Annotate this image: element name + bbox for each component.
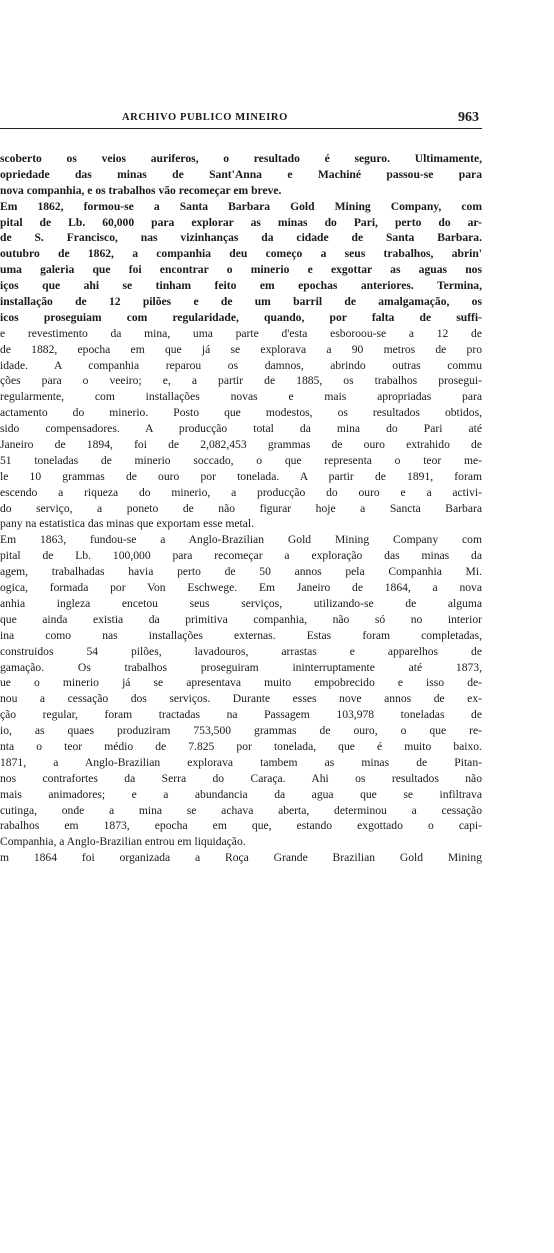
text-line: rabalhos em 1873, epocha em que, estando exgottado o capi-: [0, 819, 482, 833]
text-line: nou a cessação dos serviços. Durante esses nove annos de ex-: [0, 692, 482, 706]
text-line: m 1864 foi organizada a Roça Grande Brazilian Gold Mining: [0, 851, 482, 865]
text-line: Janeiro de 1894, foi de 2,082,453 grammas de ouro extrahido de: [0, 438, 482, 452]
running-head: ARCHIVO PUBLICO MINEIRO: [122, 112, 288, 123]
text-line: nos contrafortes da Serra do Caraça. Ahi os resultados não: [0, 771, 482, 785]
text-line: regularmente, com installações novas e mais apropriadas para: [0, 390, 482, 404]
text-line: ções para o veeiro; e, a partir de 1885, os trabalhos prosegui-: [0, 374, 482, 388]
text-line: mais animadores; e a abundancia da agua que se infiltrava: [0, 787, 482, 801]
text-line: nova companhia, e os trabalhos vão recomeçar em breve.: [0, 183, 282, 197]
text-line: do serviço, a poneto de não figurar hoje a Sancta Barbara: [0, 501, 482, 515]
text-line: icos proseguiam com regularidade, quando, por falta de suffi-: [0, 310, 482, 324]
text-line: que ainda existia da primitiva companhia, não só no interior: [0, 612, 482, 626]
text-line: actamento do minerio. Posto que modestos, os resultados obtidos,: [0, 406, 482, 420]
text-line: e revestimento da mina, uma parte d'esta esboroou-se a 12 de: [0, 326, 482, 340]
text-line: cutinga, onde a mina se achava aberta, determinou a cessação: [0, 803, 482, 817]
text-line: ogica, formada por Von Eschwege. Em Janeiro de 1864, a nova: [0, 581, 482, 595]
header-rule: [0, 128, 482, 129]
text-line: ina como nas installações externas. Estas foram completadas,: [0, 628, 482, 642]
text-line: de 1882, epocha em que já se explorava a 90 metros de pro: [0, 342, 482, 356]
text-line: pital de Lb. 60,000 para explorar as minas do Pari, perto do ar-: [0, 215, 482, 229]
body-text: [0, 151, 482, 866]
page-number: 963: [458, 110, 479, 125]
text-line: ção regular, foram tractadas na Passagem 103,978 toneladas de: [0, 708, 482, 722]
text-line: pany na estatistica das minas que exportam esse metal.: [0, 517, 255, 531]
text-line: idade. A companhia reparou os damnos, abrindo outras commu: [0, 358, 482, 372]
text-line: 1871, a Anglo-Brazilian explorava tambem as minas de Pitan-: [0, 755, 482, 769]
text-line: iços que ahi se tinham feito em epochas anteriores. Termina,: [0, 279, 482, 293]
text-line: escendo a riqueza do minerio, a producção do ouro e a activi-: [0, 485, 482, 499]
text-line: nta o teor médio de 7.825 por tonelada, que é muito baixo.: [0, 739, 482, 753]
text-line: sido compensadores. A producção total da mina do Pari até: [0, 422, 482, 436]
text-line: outubro de 1862, a companhia deu começo a seus trabalhos, abrin': [0, 247, 482, 261]
text-line: Companhia, a Anglo-Brazilian entrou em liquidação.: [0, 835, 246, 849]
text-line: pital de Lb. 100,000 para recomeçar a exploração das minas da: [0, 549, 482, 563]
text-line: le 10 grammas de ouro por tonelada. A partir de 1891, foram: [0, 469, 482, 483]
text-line: agem, trabalhadas havia perto de 50 annos pela Companhia Mi.: [0, 565, 482, 579]
text-line: io, as quaes produziram 753,500 grammas de ouro, o que re-: [0, 724, 482, 738]
text-line: installação de 12 pilões e de um barril de amalgamação, os: [0, 295, 482, 309]
text-line: de S. Francisco, nas vizinhanças da cidade de Santa Barbara.: [0, 231, 482, 245]
text-line: Em 1862, formou-se a Santa Barbara Gold Mining Company, com: [0, 199, 482, 213]
text-line: Em 1863, fundou-se a Anglo-Brazilian Gold Mining Company com: [0, 533, 482, 547]
text-line: scoberto os veios auriferos, o resultado é seguro. Ultimamente,: [0, 152, 482, 165]
text-line: anhia ingleza encetou seus serviços, utilizando-se de alguma: [0, 596, 482, 610]
text-line: construidos 54 pilões, lavadouros, arrastas e apparelhos de: [0, 644, 482, 658]
text-line: uma galeria que foi encontrar o minerio e exgottar as aguas nos: [0, 263, 482, 277]
text-line: opriedade das minas de Sant'Anna e Machiné passou-se para: [0, 167, 482, 181]
text-line: 51 toneladas de minerio soccado, o que representa o teor me-: [0, 453, 482, 467]
text-line: gamação. Os trabalhos proseguiram ininterruptamente até 1873,: [0, 660, 482, 674]
text-line: ue o minerio já se apresentava muito empobrecido e isso de-: [0, 676, 482, 690]
